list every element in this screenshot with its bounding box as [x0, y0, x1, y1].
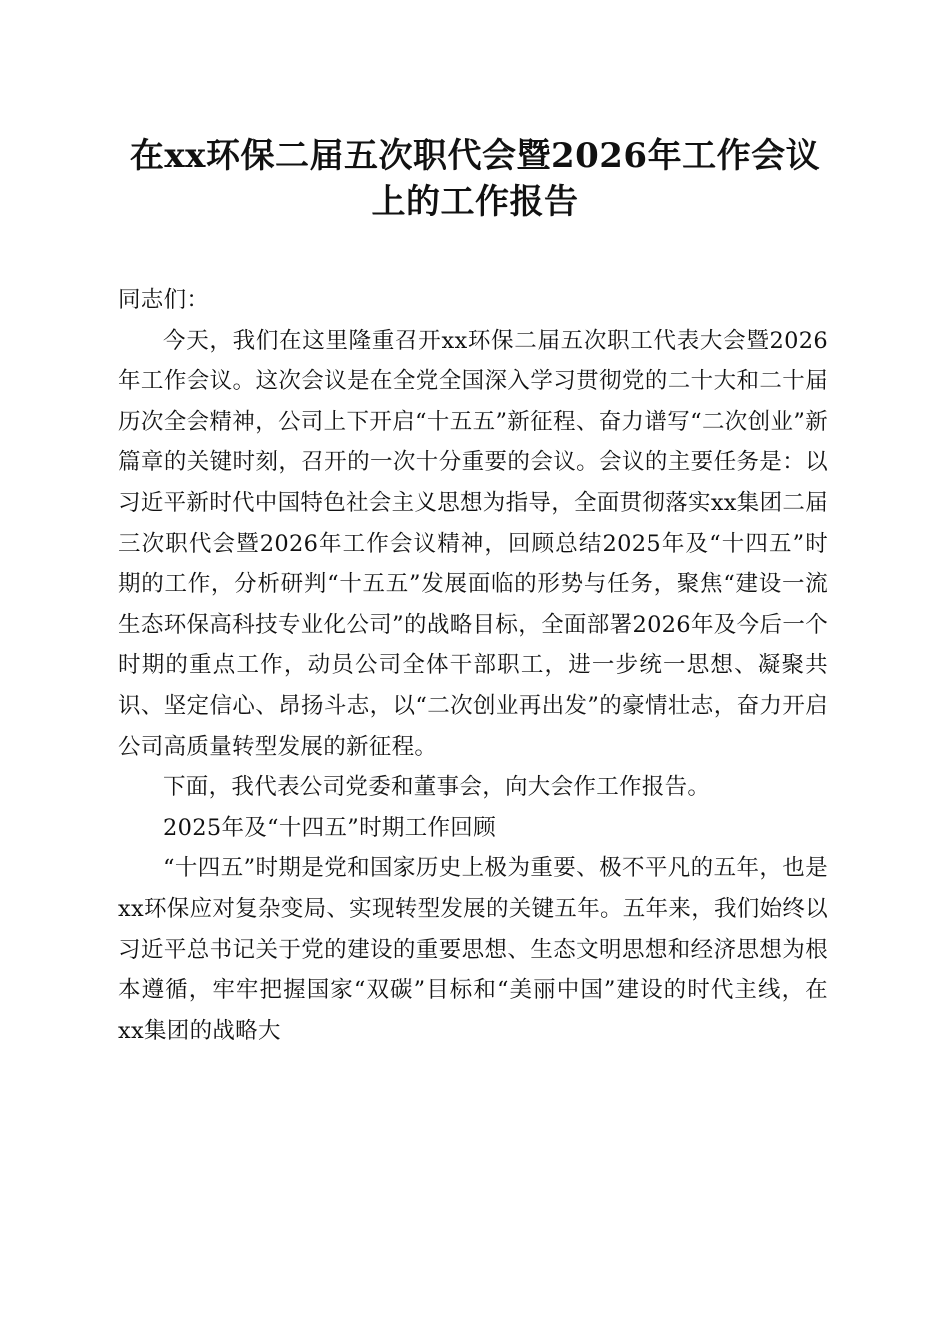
salutation: 同志们： — [118, 287, 210, 313]
section-heading: 2025年及“十四五”时期工作回顾 — [163, 814, 496, 841]
document-title — [110, 133, 840, 225]
paragraph-report-intro: 下面，我代表公司党委和董事会，向大会作工作报告。 — [163, 774, 711, 801]
title-line-2: 上的工作报告 — [371, 182, 579, 222]
document-body — [118, 280, 828, 1051]
paragraph-opening: 今天，我们在这里隆重召开xx环保二届五次职工代表大会暨2026年工作会议。这次会议是在全党全国深入学习贯彻党的二十大和二十届历次全会精神，公司上下开启“十五五”新征程、奋力谱写“二次创业”新篇章的关键时刻，召开的一次十分重要的会议。会议的主要任务是：以习近平新时代中国特色社会主义思想为指导，全面贯彻落实xx集团二届三次职代会暨2026年工作会议精神，回顾总结2025年及“十四五”时期的工作，分析研判“十五五”发展面临的形势与任务，聚焦“建设一流生态环保高科技专业化公司”的战略目标，全面部署2026年及今后一个时期的重点工作，动员公司全体干部职工，进一步统一思想、凝聚共识、坚定信心、昂扬斗志，以“二次创业再出发”的豪情壮志，奋力开启公司高质量转型发展的新征程。 — [118, 327, 828, 760]
paragraph-review: “十四五”时期是党和国家历史上极为重要、极不平凡的五年，也是xx环保应对复杂变局、实现转型发展的关键五年。五年来，我们始终以习近平总书记关于党的建设的重要思想、生态文明思想和经济思想为根本遵循，牢牢把握国家“双碳”目标和“美丽中国”建设的时代主线，在xx集团的战略大 — [118, 855, 828, 1044]
title-line-1: 在xx环保二届五次职代会暨2026年工作会议 — [129, 136, 821, 176]
